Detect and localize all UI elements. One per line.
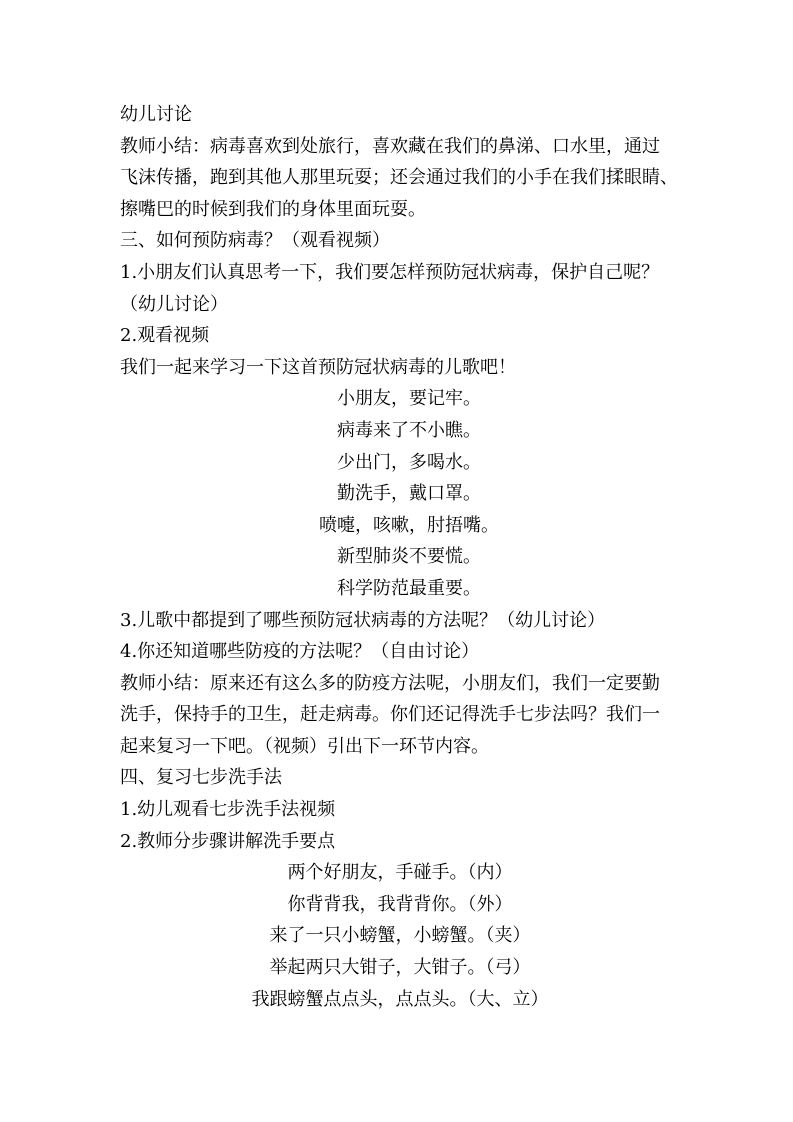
paragraph-line: （幼儿讨论） bbox=[120, 293, 228, 315]
paragraph-line: 飞沫传播，跑到其他人那里玩耍；还会通过我们的小手在我们揉眼睛、 bbox=[120, 167, 678, 189]
poem-line: 来了一只小螃蟹，小螃蟹。（夹） bbox=[269, 925, 531, 947]
poem-line: 喷嚏，咳嗽，肘捂嘴。 bbox=[319, 514, 499, 536]
paragraph-line: 起来复习一下吧。（视频）引出下一环节内容。 bbox=[120, 735, 489, 757]
poem-line: 我跟螃蟹点点头，点点头。（大、立） bbox=[251, 988, 549, 1010]
paragraph-line: 2.教师分步骤讲解洗手要点 bbox=[120, 830, 336, 852]
paragraph-line: 4.你还知道哪些防疫的方法呢？（自由讨论） bbox=[120, 641, 480, 663]
paragraph-line: 幼儿讨论 bbox=[120, 104, 192, 125]
paragraph-line: 教师小结：病毒喜欢到处旅行，喜欢藏在我们的鼻涕、口水里，通过 bbox=[120, 135, 660, 157]
document-body bbox=[120, 99, 680, 1015]
section-heading: 四、复习七步洗手法 bbox=[120, 767, 282, 789]
paragraph-line: 1.幼儿观看七步洗手法视频 bbox=[120, 799, 336, 821]
poem-line: 小朋友，要记牢。 bbox=[337, 388, 481, 410]
paragraph-line: 2.观看视频 bbox=[120, 325, 210, 347]
paragraph-line: 3.儿歌中都提到了哪些预防冠状病毒的方法呢？（幼儿讨论） bbox=[120, 609, 606, 631]
paragraph-line: 擦嘴巴的时候到我们的身体里面玩耍。 bbox=[120, 198, 426, 220]
poem-line: 你背背我，我背背你。（外） bbox=[287, 893, 513, 915]
paragraph-line: 我们一起来学习一下这首预防冠状病毒的儿歌吧！ bbox=[120, 356, 516, 378]
poem-line: 病毒来了不小瞧。 bbox=[337, 419, 481, 441]
poem-line: 少出门，多喝水。 bbox=[337, 451, 481, 473]
section-heading: 三、如何预防病毒？（观看视频） bbox=[120, 230, 390, 252]
poem-line: 科学防范最重要。 bbox=[337, 577, 481, 599]
paragraph-line: 洗手，保持手的卫生，赶走病毒。你们还记得洗手七步法吗？我们一 bbox=[120, 704, 660, 726]
poem-line: 新型肺炎不要慌。 bbox=[337, 546, 481, 568]
poem-line: 两个好朋友，手碰手。（内） bbox=[287, 862, 513, 884]
poem-line: 勤洗手，戴口罩。 bbox=[337, 483, 481, 505]
paragraph-line: 1.小朋友们认真思考一下，我们要怎样预防冠状病毒，保护自己呢？ bbox=[120, 261, 660, 283]
paragraph-line: 教师小结：原来还有这么多的防疫方法呢，小朋友们，我们一定要勤 bbox=[120, 672, 660, 694]
poem-line: 举起两只大钳子，大钳子。（弓） bbox=[269, 957, 531, 979]
